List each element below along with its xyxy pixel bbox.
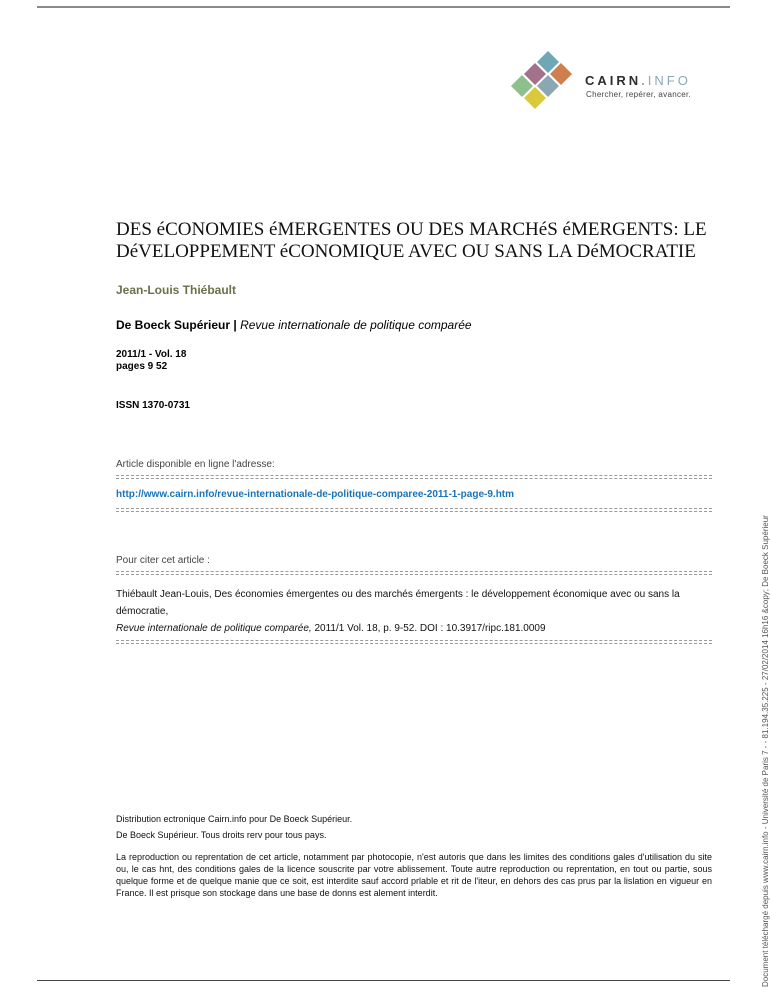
legal-notice: La reproduction ou reprentation de cet article, notamment par photocopie, n'est autoris que dans les limites des conditions gales d'utilisation du site ou, le cas hnt, des conditions gales de la licence souscrite par votre ablissement. Toute autre reproduction ou reprentation, en tout ou partie, sous quelque forme et de quelque manie que ce soit, est interdite sauf accord prlable et rit de l'iteur, en dehors des cas prus par la lislation en vigueur en France. Il est prisque son stockage dans une base de donns est alement interdit.	[116, 852, 712, 898]
bottom-rule	[37, 980, 730, 981]
publisher-name[interactable]: De Boeck Supérieur	[116, 318, 231, 332]
top-rule	[37, 6, 730, 8]
citation-details: 2011/1 Vol. 18, p. 9-52. DOI : 10.3917/ripc.181.0009	[311, 623, 546, 634]
article-title: DES éCONOMIES éMERGENTES OU DES MARCHéS éMERGENTS: LE DéVELOPPEMENT éCONOMIQUE AVEC OU SANS LA DéMOCRATIE	[116, 219, 707, 262]
publisher-line	[116, 318, 472, 332]
journal-name[interactable]: Revue internationale de politique comparée	[240, 318, 472, 332]
logo-wordmark: CAIRN.INFO	[585, 73, 691, 88]
url-divider-bottom	[116, 508, 712, 512]
issue-info: 2011/1 - Vol. 18	[116, 349, 187, 360]
online-label: Article disponible en ligne l'adresse:	[116, 459, 275, 470]
logo-tagline: Chercher, repérer, avancer.	[586, 90, 692, 99]
issn-info: ISSN 1370-0731	[116, 400, 190, 411]
cite-divider-top	[116, 571, 712, 575]
publisher-separator: |	[230, 318, 241, 332]
citation-line: Thiébault Jean-Louis, Des économies émergentes ou des marchés émergents : le développement économique avec ou sans la démocratie,	[116, 589, 680, 617]
distribution-text: Distribution ectronique Cairn.info pour De Boeck Supérieur.	[116, 814, 353, 824]
author-link[interactable]: Jean-Louis Thiébault	[116, 283, 237, 297]
citation-source	[116, 620, 712, 637]
rights-text: De Boeck Supérieur. Tous droits rerv pour tous pays.	[116, 830, 327, 840]
pages-info: pages 9 52	[116, 361, 168, 372]
citation-journal: Revue internationale de politique comparée,	[116, 623, 312, 634]
url-divider-top	[116, 475, 712, 479]
article-url-link[interactable]: http://www.cairn.info/revue-internationale-de-politique-comparee-2011-1-page-9.htm	[116, 489, 515, 500]
cite-divider-bottom	[116, 640, 712, 644]
cite-label: Pour citer cet article :	[116, 555, 210, 566]
side-download-note: Document téléchargé depuis www.cairn.info - Université de Paris 7 - - 81.194.35.225 - 27/02/2014 16h16 &copy; De Boeck Supérieur	[761, 515, 770, 987]
citation-text	[116, 586, 712, 637]
